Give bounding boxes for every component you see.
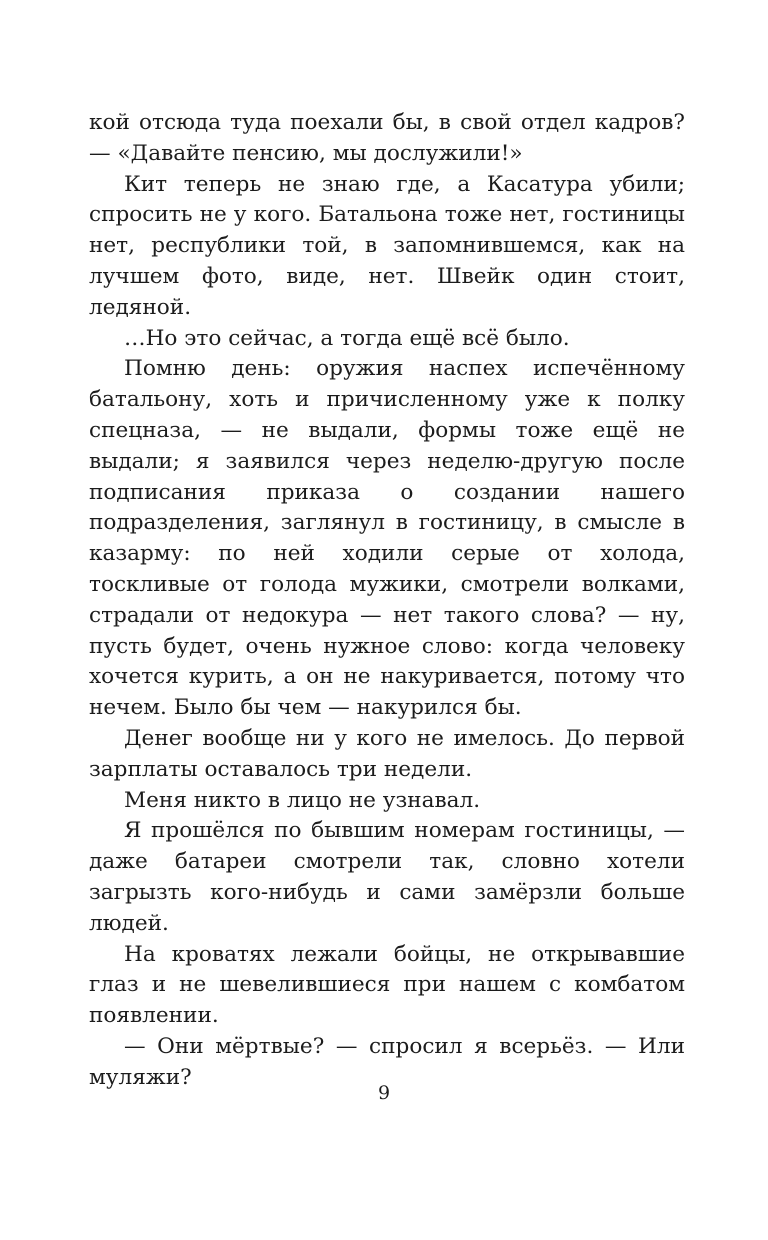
- paragraph: Я прошёлся по бывшим номерам гостиницы, — даже батареи смотрели так, словно хотели загрызть кого-нибудь и сами замёрзли больше людей.: [89, 818, 685, 936]
- paragraph: Кит теперь не знаю где, а Касатура убили; спросить не у кого. Батальона тоже нет, гостиницы нет, республики той, в запомнившемся, как на лучшем фото, виде, нет. Швейк один стоит, ледяной.: [89, 171, 685, 320]
- paragraph: Меня никто в лицо не узнавал.: [124, 787, 481, 813]
- page-number: 9: [377, 1082, 391, 1104]
- paragraph: Денег вообще ни у кого не имелось. До первой зарплаты оставалось три недели.: [89, 725, 685, 782]
- paragraph: Помню день: оружия наспех испечённому батальону, хоть и причисленному уже к полку спецназа, — не выдали, формы тоже ещё не выдали; я заявился через неделю-другую после подписания приказа о создании нашего подразделения, заглянул в гостиницу, в смысле в казарму: по ней ходили серые от холода, тоскливые от голода мужики, смотрели волками, страдали от недокура — нет такого слова? — ну, пусть будет, очень нужное слово: когда человеку хочется курить, а он не накуривается, потому что нечем. Было бы чем — накурился бы.: [89, 356, 685, 721]
- paragraph: …Но это сейчас, а тогда ещё всё было.: [124, 325, 570, 351]
- paragraph: — Они мёртвые? — спросил я всерьёз. — Или муляжи?: [89, 1033, 685, 1090]
- paragraph: На кроватях лежали бойцы, не открывавшие глаз и не шевелившиеся при нашем с комбатом появлении.: [89, 941, 685, 1029]
- paragraph: кой отсюда туда поехали бы, в свой отдел кадров? — «Давайте пенсию, мы дослужили!»: [89, 110, 685, 166]
- body-text: [89, 108, 685, 1094]
